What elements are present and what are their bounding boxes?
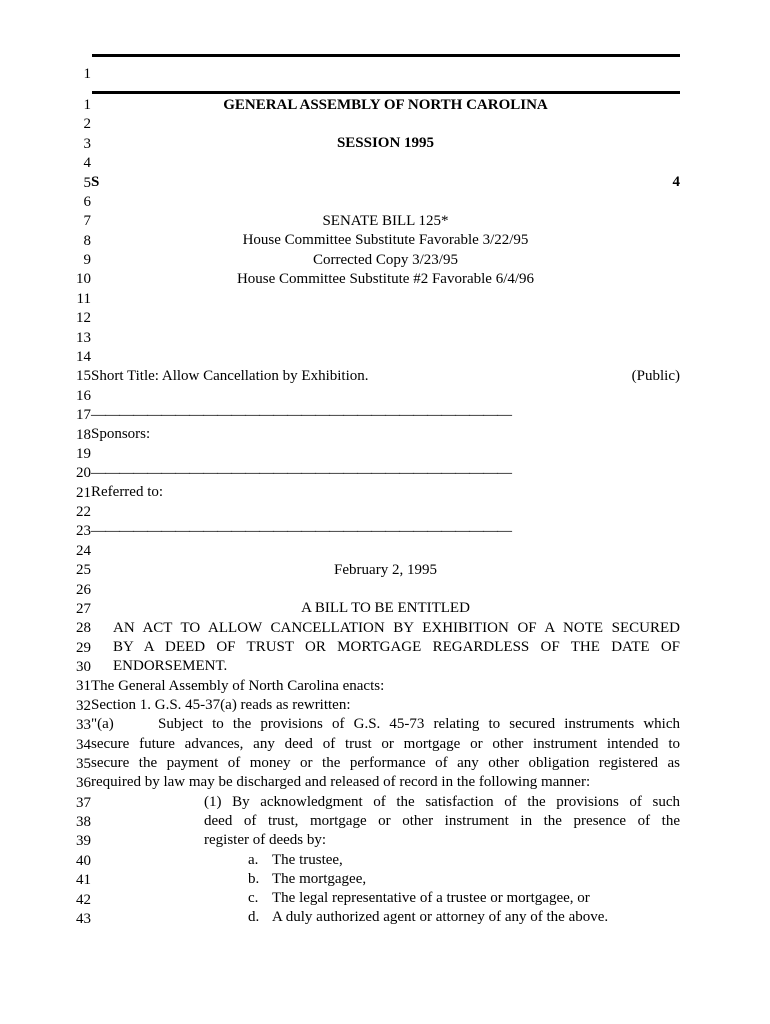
subsection-text-line: required by law may be discharged and released of record in the following manner:: [91, 774, 591, 790]
line-number: 37: [76, 794, 91, 811]
act-title-line: BY A DEED OF TRUST OR MORTGAGE REGARDLESS OF THE DATE OF: [113, 639, 680, 655]
subitem-text: The mortgagee,: [272, 871, 367, 887]
line-number: 23: [76, 523, 91, 540]
line-number: 3: [83, 135, 91, 152]
line-number: 19: [76, 445, 91, 462]
line-number: 15: [76, 368, 91, 385]
header-rule: [92, 91, 680, 94]
subitem-letter: a.: [248, 852, 259, 868]
subitem-text: The legal representative of a trustee or mortgagee, or: [272, 890, 590, 906]
subitem-letter: c.: [248, 890, 259, 906]
top-rule: [92, 54, 680, 57]
line-number: 27: [76, 600, 91, 617]
subitem-text: The trustee,: [272, 852, 343, 868]
session-title: SESSION 1995: [336, 135, 435, 151]
line-number: 16: [76, 387, 91, 404]
subsection-text-line: secure future advances, any deed of trust or mortgage or other instrument intended to: [91, 736, 680, 752]
section-intro: Section 1. G.S. 45-37(a) reads as rewritten:: [91, 697, 351, 713]
line-number: 10: [76, 271, 91, 288]
line-number: 14: [76, 348, 91, 365]
line-number: 43: [76, 911, 91, 927]
divider-line: ——————————————————————————————: [91, 407, 511, 423]
line-number: 39: [76, 833, 91, 850]
divider-line: ——————————————————————————————: [91, 523, 511, 539]
line-number: 24: [76, 542, 91, 559]
line-number: 32: [76, 697, 91, 714]
line-number: 26: [76, 581, 91, 598]
subsection-marker: "(a): [91, 716, 114, 732]
line-number: 11: [76, 290, 91, 307]
line-number: 33: [76, 717, 91, 734]
line-number: 18: [76, 426, 91, 443]
line-number: 25: [76, 562, 91, 579]
subsection-text-line: secure the payment of money or the performance of any other obligation registered as: [91, 755, 680, 771]
divider-line: ——————————————————————————————: [91, 465, 511, 481]
bill-history-line: House Committee Substitute Favorable 3/22/95: [242, 232, 529, 248]
line-number: 12: [76, 310, 91, 327]
page-line-number: 1: [83, 66, 91, 82]
bill-name: SENATE BILL 125*: [322, 213, 449, 229]
entitled-heading: A BILL TO BE ENTITLED: [301, 600, 470, 616]
subsection-text-line: Subject to the provisions of G.S. 45-73 relating to secured instruments which: [158, 716, 680, 732]
line-number: 2: [83, 116, 91, 133]
item-text-line: deed of trust, mortgage or other instrument in the presence of the: [204, 813, 680, 829]
act-title-line: ENDORSEMENT.: [113, 658, 228, 674]
line-number: 4: [83, 155, 91, 172]
line-number: 35: [76, 755, 91, 772]
line-number: 38: [76, 814, 91, 831]
referred-label: Referred to:: [91, 484, 164, 500]
subitem-letter: d.: [248, 909, 260, 925]
version-number: 4: [672, 174, 680, 190]
bill-history-line: House Committee Substitute #2 Favorable 6/4/96: [236, 271, 535, 287]
line-number: 29: [76, 639, 91, 656]
line-number: 36: [76, 775, 91, 792]
line-number: 42: [76, 891, 91, 908]
line-number: 13: [76, 329, 91, 346]
enacting-clause: The General Assembly of North Carolina enacts:: [91, 678, 385, 694]
line-number: 7: [83, 213, 91, 230]
line-number: 8: [83, 232, 91, 249]
line-number: 21: [76, 484, 91, 501]
line-number: 40: [76, 852, 91, 869]
short-title: Short Title: Allow Cancellation by Exhibition.: [91, 368, 369, 384]
line-number: 30: [76, 659, 91, 675]
line-number: 22: [76, 504, 91, 520]
act-title-line: AN ACT TO ALLOW CANCELLATION BY EXHIBITION OF A NOTE SECURED: [113, 620, 680, 636]
line-number: 1: [83, 97, 91, 113]
sponsors-label: Sponsors:: [91, 426, 151, 442]
item-text-line: register of deeds by:: [204, 832, 327, 848]
bill-history-line: Corrected Copy 3/23/95: [313, 252, 458, 268]
line-number: 6: [83, 193, 91, 210]
line-number: 5: [83, 174, 91, 191]
line-number: 41: [76, 872, 91, 889]
subitem-letter: b.: [248, 871, 260, 887]
public-label: (Public): [631, 368, 680, 384]
line-number: 20: [76, 465, 91, 482]
line-number: 34: [76, 736, 91, 753]
line-number: 17: [76, 407, 91, 424]
line-number: 31: [76, 678, 91, 695]
line-number: 28: [76, 620, 91, 637]
subitem-text: A duly authorized agent or attorney of any of the above.: [272, 909, 609, 925]
chamber-letter: S: [91, 174, 100, 190]
bill-date: February 2, 1995: [334, 562, 437, 578]
assembly-title: GENERAL ASSEMBLY OF NORTH CAROLINA: [223, 97, 548, 113]
line-number: 9: [83, 252, 91, 268]
item-text-line: (1) By acknowledgment of the satisfaction of the provisions of such: [204, 794, 680, 810]
